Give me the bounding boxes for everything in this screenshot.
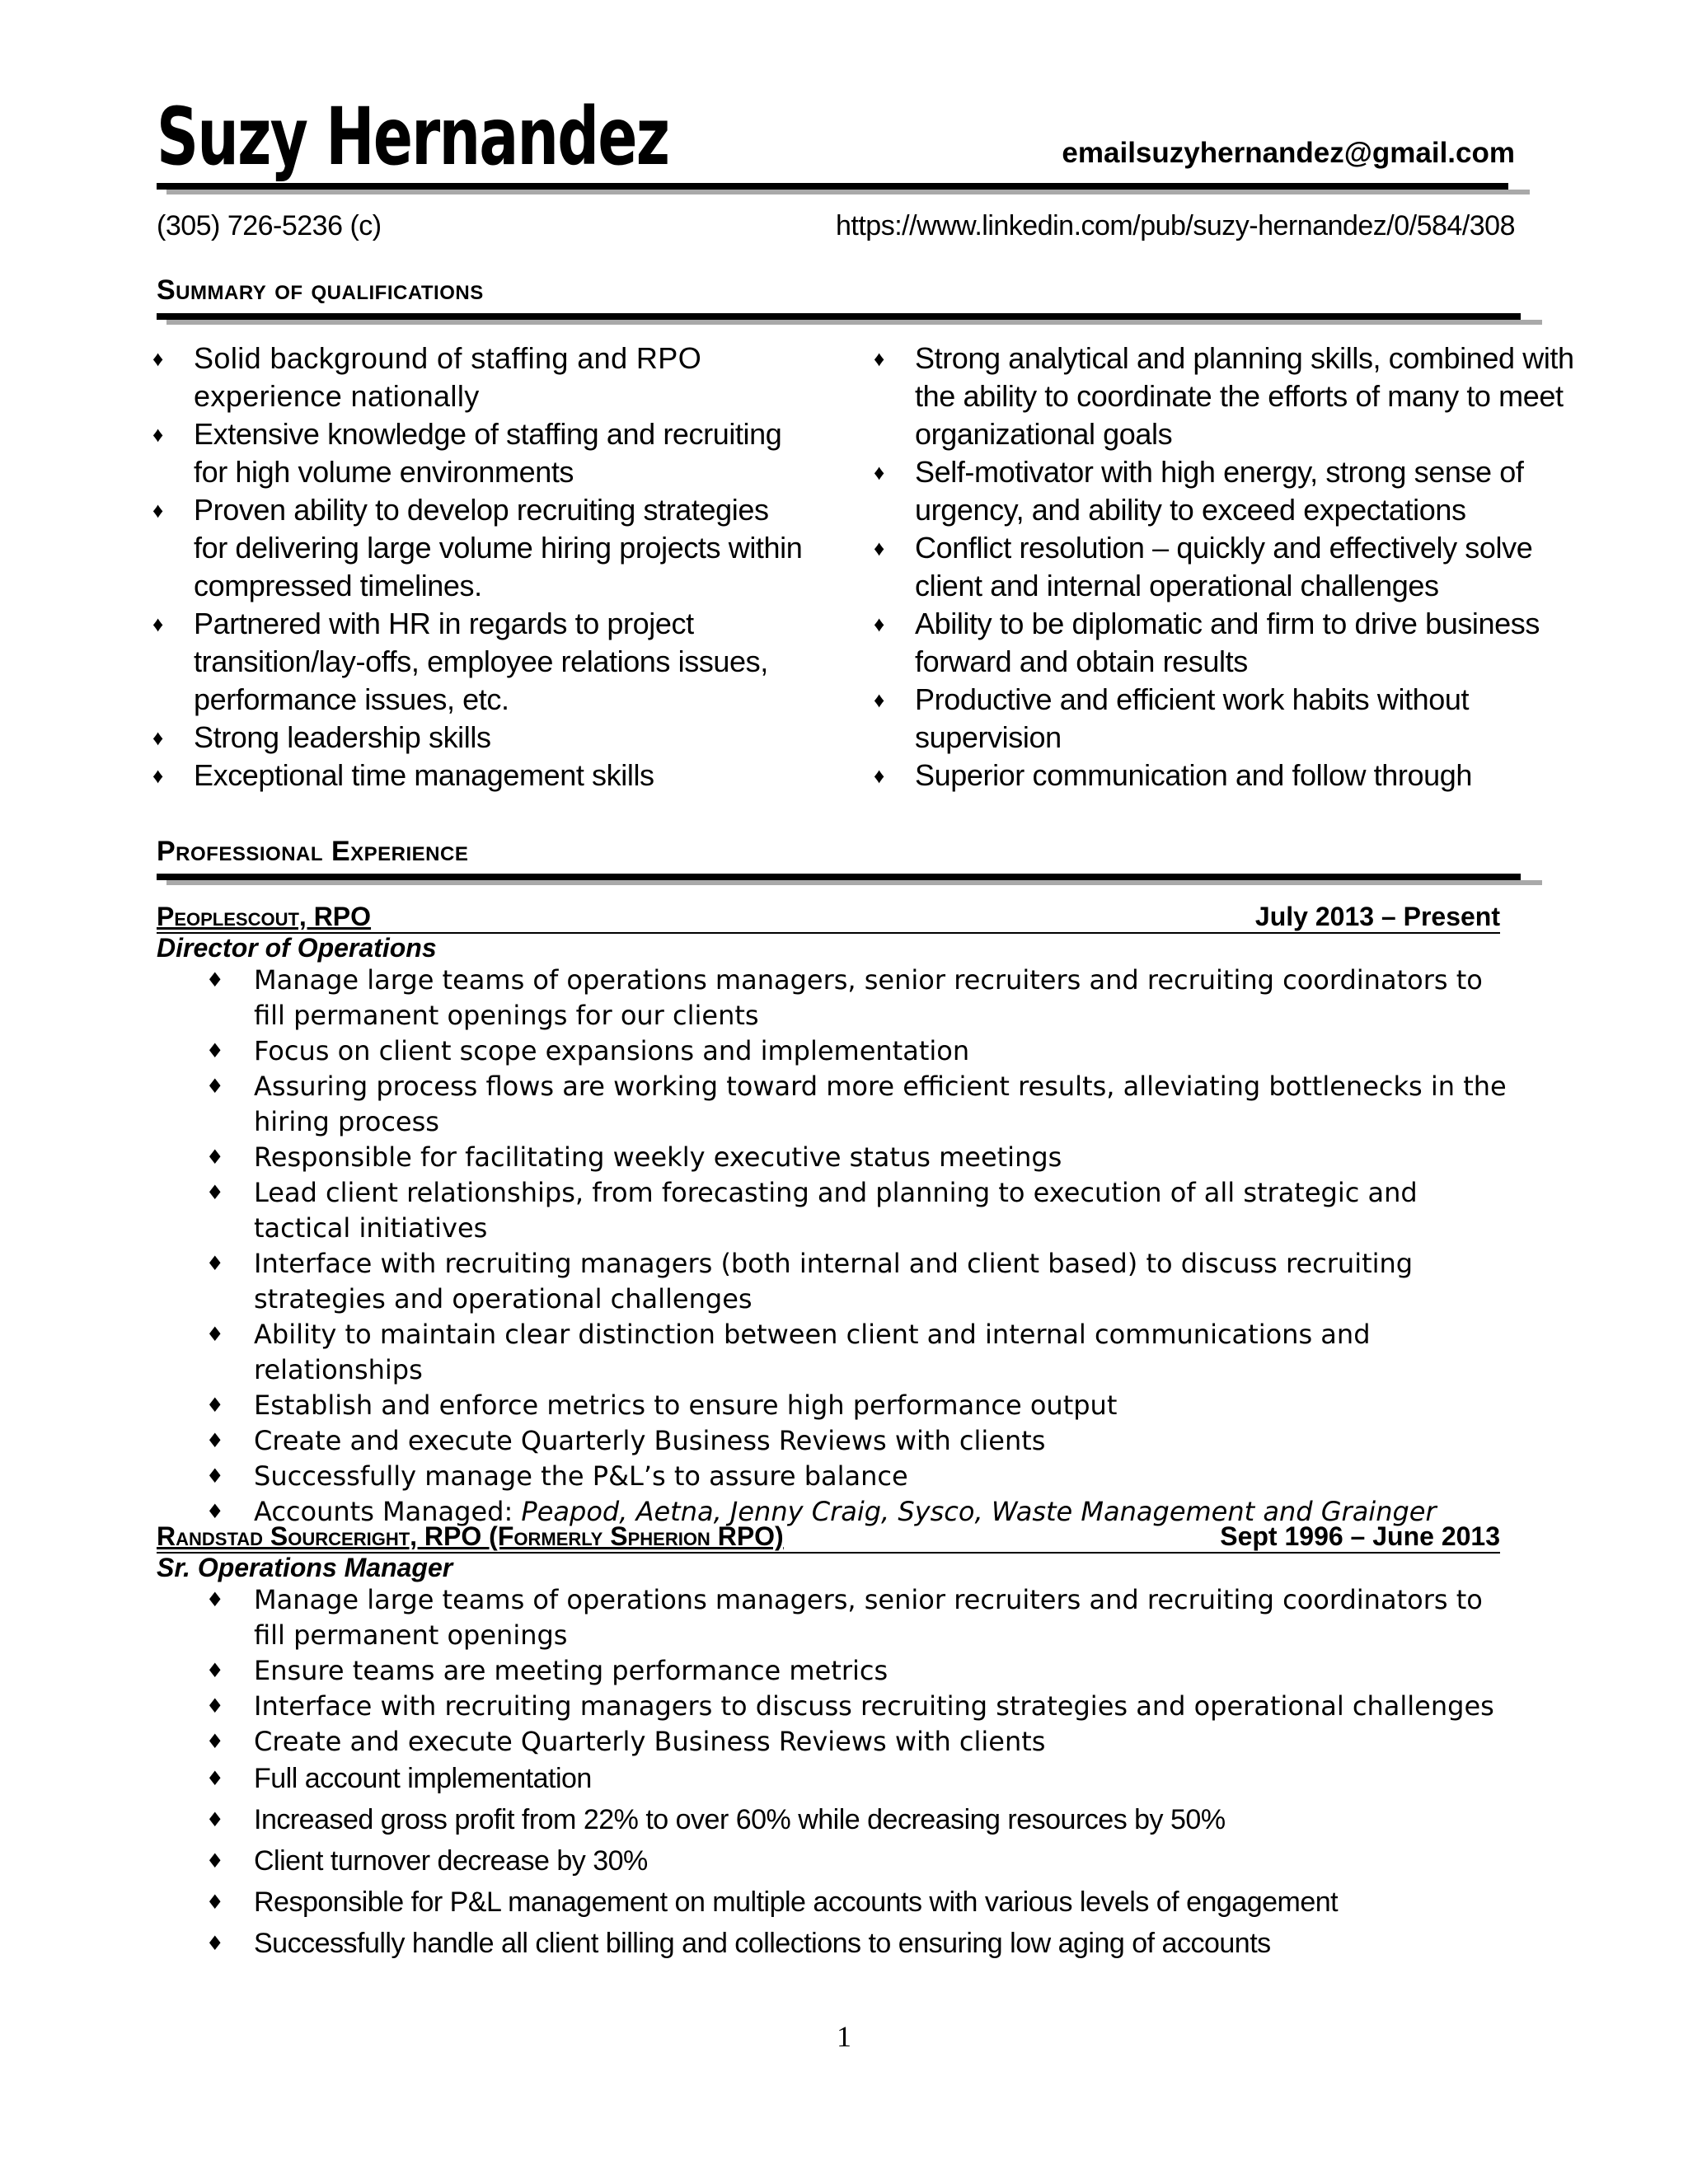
list-item: ♦ Accounts Managed: Peapod, Aetna, Jenny Craig, Sysco, Waste Management and Grainger xyxy=(206,1494,1508,1530)
list-item: ♦ Strong analytical and planning skills, combined with the ability to coordinate the efforts of many to meet organizational goals xyxy=(874,341,1574,451)
diamond-bullet-icon: ♦ xyxy=(152,725,163,750)
candidate-name: Suzy Hernandez xyxy=(157,91,669,183)
list-item: ♦ Create and execute Quarterly Business Reviews with clients xyxy=(206,1724,1508,1760)
diamond-bullet-icon: ♦ xyxy=(206,1429,224,1452)
diamond-bullet-icon: ♦ xyxy=(206,968,224,991)
job-duties-list xyxy=(206,1582,1508,1760)
header-rule xyxy=(157,183,1508,190)
diamond-bullet-icon: ♦ xyxy=(152,763,163,788)
diamond-bullet-icon: ♦ xyxy=(206,1323,224,1346)
list-item: ♦ Self-motivator with high energy, strong sense of urgency, and ability to exceed expectations xyxy=(874,455,1524,527)
diamond-bullet-icon: ♦ xyxy=(874,687,884,712)
job-duties-list-continued xyxy=(206,1758,1508,1964)
list-item: ♦ Create and execute Quarterly Business Reviews with clients xyxy=(206,1423,1508,1459)
diamond-bullet-icon: ♦ xyxy=(206,1730,224,1753)
list-item: ♦ Assuring process flows are working toward more efficient results, alleviating bottlenecks in the hiring process xyxy=(206,1071,1507,1137)
list-item: ♦ Superior communication and follow through xyxy=(874,757,1582,794)
list-item: ♦ Responsible for P&L management on multiple accounts with various levels of engagement xyxy=(206,1882,1508,1923)
list-item: ♦ Exceptional time management skills xyxy=(152,757,804,794)
diamond-bullet-icon: ♦ xyxy=(206,1075,224,1098)
list-item: ♦ Full account implementation xyxy=(206,1758,1508,1799)
list-item: ♦ Strong leadership skills xyxy=(152,719,804,757)
diamond-bullet-icon: ♦ xyxy=(206,1465,224,1488)
diamond-bullet-icon: ♦ xyxy=(874,612,884,636)
job-header-randstad xyxy=(157,1521,1500,1554)
diamond-bullet-icon: ♦ xyxy=(206,1694,224,1718)
company-name: Peoplescout, RPO xyxy=(157,902,372,931)
diamond-bullet-icon: ♦ xyxy=(206,1767,224,1790)
diamond-bullet-icon: ♦ xyxy=(874,536,884,560)
list-item: ♦ Extensive knowledge of staffing and recruiting for high volume environments xyxy=(152,417,782,489)
list-item: ♦ Ability to maintain clear distinction between client and internal communications and relationships xyxy=(206,1319,1371,1385)
list-item: ♦ Productive and efficient work habits without supervision xyxy=(874,682,1470,754)
linkedin-url[interactable]: https://www.linkedin.com/pub/suzy-hernandez/0/584/308 xyxy=(836,210,1515,241)
experience-title: Professional Experience xyxy=(157,836,469,867)
list-item: ♦ Client turnover decrease by 30% xyxy=(206,1840,1508,1882)
list-item: ♦ Manage large teams of operations managers, senior recruiters and recruiting coordinators to fill permanent openings xyxy=(206,1584,1483,1651)
diamond-bullet-icon: ♦ xyxy=(152,346,164,371)
diamond-bullet-icon: ♦ xyxy=(206,1808,224,1831)
diamond-bullet-icon: ♦ xyxy=(206,1891,224,1914)
diamond-bullet-icon: ♦ xyxy=(206,1588,224,1611)
accounts-list: Peapod, Aetna, Jenny Craig, Sysco, Waste Management and Grainger xyxy=(521,1496,1437,1527)
list-item: ♦ Lead client relationships, from forecasting and planning to execution of all strategic and tactical initiatives xyxy=(206,1177,1418,1244)
job-dates: July 2013 – Present xyxy=(1254,902,1500,931)
list-item: ♦ Manage large teams of operations managers, senior recruiters and recruiting coordinators to fill permanent openings for our clients xyxy=(206,964,1483,1031)
list-item: ♦ Partnered with HR in regards to project transition/lay-offs, employee relations issues, performance issues, etc. xyxy=(152,607,768,716)
list-item: ♦ Successfully manage the P&L’s to assure balance xyxy=(206,1459,1508,1494)
summary-left-list xyxy=(152,340,804,794)
job-duties-list xyxy=(206,963,1508,1530)
diamond-bullet-icon: ♦ xyxy=(874,346,884,371)
diamond-bullet-icon: ♦ xyxy=(206,1146,224,1169)
job-header-peoplescout xyxy=(157,901,1500,934)
diamond-bullet-icon: ♦ xyxy=(206,1500,224,1523)
diamond-bullet-icon: ♦ xyxy=(206,1849,224,1872)
page-number: 1 xyxy=(837,2020,851,2053)
summary-rule xyxy=(157,313,1521,320)
company-name: Randstad Sourceright, RPO (Formerly Spherion RPO) xyxy=(157,1521,784,1551)
diamond-bullet-icon: ♦ xyxy=(206,1659,224,1682)
summary-right-list xyxy=(874,340,1582,794)
list-item: ♦ Proven ability to develop recruiting strategies for delivering large volume hiring projects within compressed timelines. xyxy=(152,493,803,602)
job-dates: Sept 1996 – June 2013 xyxy=(1220,1521,1500,1551)
list-item: ♦ Focus on client scope expansions and implementation xyxy=(206,1033,1508,1069)
contact-row xyxy=(157,210,1515,242)
list-item: ♦ Establish and enforce metrics to ensure high performance output xyxy=(206,1388,1508,1423)
list-item: ♦ Increased gross profit from 22% to over 60% while decreasing resources by 50% xyxy=(206,1799,1508,1840)
diamond-bullet-icon: ♦ xyxy=(152,422,163,447)
phone-number: (305) 726-5236 (c) xyxy=(157,210,382,241)
list-item: ♦ Ensure teams are meeting performance metrics xyxy=(206,1653,1508,1689)
email-address[interactable]: emailsuzyhernandez@gmail.com xyxy=(1062,137,1515,169)
list-item: ♦ Solid background of staffing and RPO experience nationally xyxy=(152,341,702,413)
diamond-bullet-icon: ♦ xyxy=(206,1181,224,1204)
job-title: Sr. Operations Manager xyxy=(157,1553,453,1582)
list-item: ♦ Interface with recruiting managers (both internal and client based) to discuss recruiting strategies and operational challenges xyxy=(206,1248,1414,1315)
diamond-bullet-icon: ♦ xyxy=(152,498,163,523)
list-item: ♦ Successfully handle all client billing and collections to ensuring low aging of accounts xyxy=(206,1923,1508,1964)
diamond-bullet-icon: ♦ xyxy=(206,1394,224,1417)
diamond-bullet-icon: ♦ xyxy=(152,612,163,636)
list-item: ♦ Ability to be diplomatic and firm to drive business forward and obtain results xyxy=(874,607,1540,678)
job-title: Director of Operations xyxy=(157,933,437,963)
diamond-bullet-icon: ♦ xyxy=(874,460,884,485)
summary-title: Summary of qualifications xyxy=(157,274,484,306)
diamond-bullet-icon: ♦ xyxy=(874,763,884,788)
list-item: ♦ Conflict resolution – quickly and effectively solve client and internal operational challenges xyxy=(874,531,1533,602)
experience-rule xyxy=(157,874,1521,880)
diamond-bullet-icon: ♦ xyxy=(206,1932,224,1955)
diamond-bullet-icon: ♦ xyxy=(206,1039,224,1062)
list-item: ♦ Responsible for facilitating weekly executive status meetings xyxy=(206,1140,1508,1175)
list-item: ♦ Interface with recruiting managers to discuss recruiting strategies and operational challenges xyxy=(206,1689,1508,1724)
diamond-bullet-icon: ♦ xyxy=(206,1252,224,1275)
